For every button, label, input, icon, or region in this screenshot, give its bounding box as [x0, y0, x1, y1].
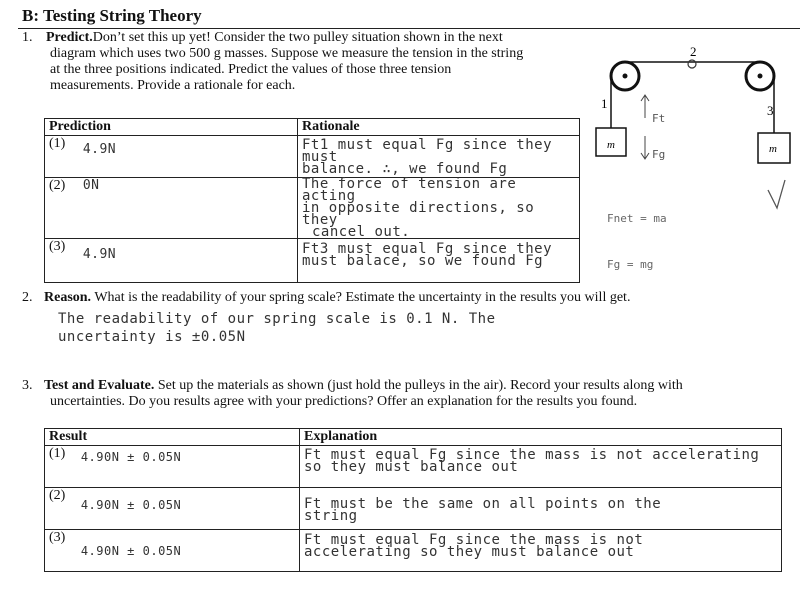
rationale-text: must balace, so we found Fg — [302, 253, 544, 269]
title-rule — [18, 28, 800, 29]
question-2-label: Reason. — [44, 290, 92, 305]
equation-fg: Fg = mg — [607, 258, 654, 271]
question-3-line2: uncertainties. Do you results agree with your predictions? Offer an explanation for the results you found. — [50, 394, 638, 409]
ft-label: Ft — [652, 112, 666, 125]
section-title: B: Testing String Theory — [22, 6, 202, 25]
question-2-number: 2. — [22, 290, 33, 305]
table-row — [45, 178, 580, 239]
question-1-line4: measurements. Provide a rationale for each. — [50, 78, 296, 93]
row-number: (3) — [49, 239, 66, 254]
pulley-diagram — [585, 40, 800, 280]
result-table — [44, 428, 782, 572]
explanation-text: Ft must equal Fg since the mass is not accelerating — [304, 447, 760, 463]
answer-line: The readability of our spring scale is 0.1 N. The — [58, 311, 496, 327]
question-3-line1: Set up the materials as shown (just hold the pulleys in the air). Record your results along with — [157, 378, 683, 393]
explanation-text: string — [304, 508, 358, 524]
question-1 — [22, 30, 582, 94]
rationale-header: Rationale — [298, 119, 580, 136]
prediction-header: Prediction — [45, 119, 298, 136]
question-3-label: Test and Evaluate. — [44, 378, 155, 393]
question-2 — [22, 290, 782, 306]
row-number: (1) — [49, 136, 66, 151]
fg-label: Fg — [652, 148, 666, 161]
row-number: (3) — [49, 530, 66, 545]
table-row — [45, 446, 782, 488]
explanation-header: Explanation — [300, 429, 782, 446]
rationale-text: Ft3 must equal Fg since they — [302, 241, 553, 257]
left-mass-label: m — [607, 139, 615, 151]
question-2-text: What is the readability of your spring scale? Estimate the uncertainty in the results you will get. — [94, 290, 631, 305]
result-value: 4.90N ± 0.05N — [80, 450, 182, 464]
answer-line: uncertainty is ±0.05N — [58, 329, 246, 345]
explanation-text: Ft must equal Fg since the mass is not — [304, 532, 644, 548]
question-1-line3: at the three positions indicated. Predict the values of those three tension — [50, 62, 452, 77]
explanation-text: accelerating so they must balance out — [304, 544, 635, 560]
question-3-number: 3. — [22, 378, 33, 393]
question-1-number: 1. — [22, 30, 33, 45]
rationale-text: Ft1 must equal Fg since they must — [302, 137, 553, 165]
question-1-line1: Don’t set this up yet! Consider the two pulley situation shown in the next — [92, 30, 503, 45]
right-mass-label: m — [769, 143, 777, 155]
row-number: (2) — [49, 488, 66, 503]
explanation-text: so they must balance out — [304, 459, 519, 475]
table-row — [45, 530, 782, 572]
position-1-label: 1 — [601, 96, 608, 111]
question-1-label: Predict. — [46, 30, 93, 45]
position-2-label: 2 — [690, 44, 697, 59]
rationale-text: balance. ∴, we found Fg — [302, 161, 508, 177]
result-value: 4.90N ± 0.05N — [80, 544, 182, 558]
row-number: (1) — [49, 446, 66, 461]
table-row — [45, 488, 782, 530]
equation-fnet: Fnet = ma — [607, 212, 667, 225]
check-icon — [768, 180, 785, 208]
prediction-value: 4.9N — [82, 142, 117, 157]
row-number: (2) — [49, 178, 66, 193]
question-2-answer — [58, 310, 496, 346]
explanation-text: Ft must be the same on all points on the — [304, 496, 662, 512]
prediction-value: 0N — [82, 178, 100, 193]
question-3 — [22, 378, 792, 410]
table-row — [45, 239, 580, 283]
rationale-text: cancel out. — [312, 224, 411, 240]
result-value: 4.90N ± 0.05N — [80, 498, 182, 512]
result-header: Result — [45, 429, 300, 446]
table-row — [45, 136, 580, 178]
prediction-table — [44, 118, 580, 283]
position-3-label: 3 — [767, 103, 774, 118]
rationale-text: The force of tension are acting — [302, 176, 517, 204]
prediction-value: 4.9N — [82, 247, 117, 262]
rationale-text: in opposite directions, so they — [302, 200, 535, 228]
question-1-line2: diagram which uses two 500 g masses. Suppose we measure the tension in the string — [50, 46, 524, 61]
